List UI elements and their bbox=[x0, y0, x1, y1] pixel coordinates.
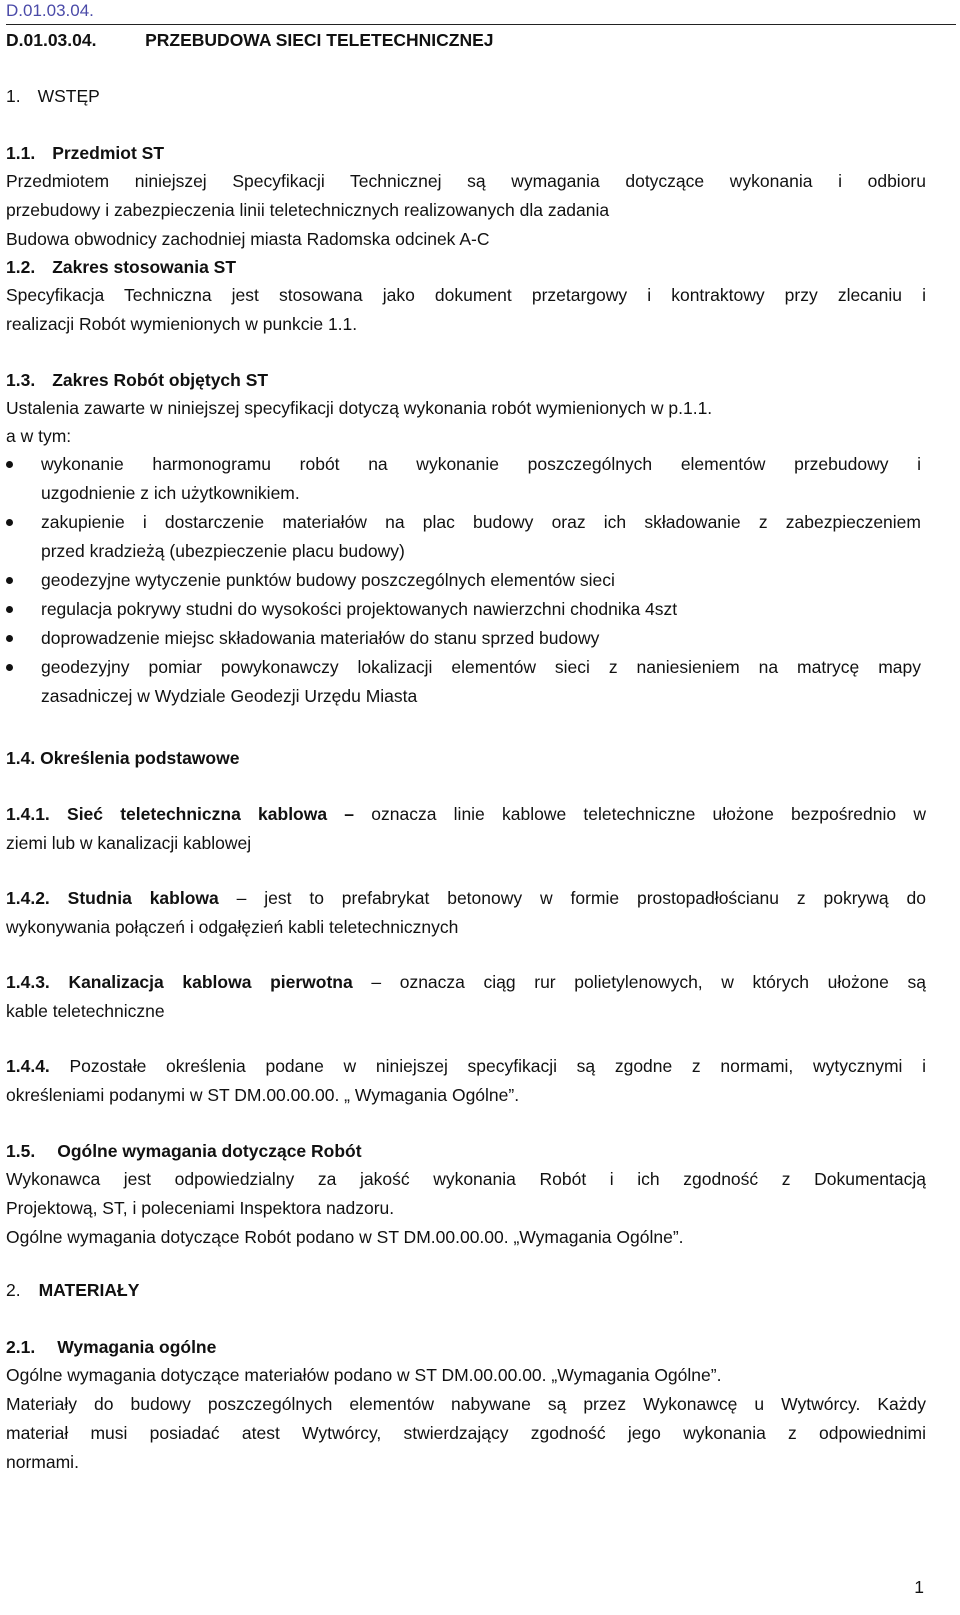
paragraph-line: materiał musi posiadać atest Wytwórcy, stwierdzający zgodność jego wykonania z odpowiednimi bbox=[6, 1423, 926, 1443]
paragraph-line: Ogólne wymagania dotyczące materiałów podano w ST DM.00.00.00. „Wymagania Ogólne”. bbox=[6, 1365, 722, 1385]
definition-1-4-1 bbox=[6, 800, 926, 858]
list-item bbox=[0, 450, 921, 508]
section-title: Zakres Robót objętych ST bbox=[52, 370, 269, 390]
document-title bbox=[6, 30, 494, 51]
definition-text: – jest to prefabrykat betonowy w formie prostopadłościanu z pokrywą do bbox=[236, 888, 926, 908]
definition-1-4-3 bbox=[6, 968, 926, 1026]
bullet-icon bbox=[6, 635, 13, 642]
section-title: WSTĘP bbox=[37, 86, 100, 106]
section-1-1-heading bbox=[6, 139, 164, 168]
definition-text: Pozostałe określenia podane w niniejszej specyfikacji są zgodne z normami, wytycznymi i bbox=[69, 1056, 926, 1076]
section-number: 1.5. bbox=[6, 1141, 36, 1161]
list-item bbox=[0, 624, 921, 653]
section-number: 1.2. bbox=[6, 257, 36, 277]
paragraph-line: Ogólne wymagania dotyczące Robót podano w ST DM.00.00.00. „Wymagania Ogólne”. bbox=[6, 1227, 684, 1247]
list-item-line: geodezyjny pomiar powykonawczy lokalizacji elementów sieci z naniesieniem na matrycę mapy bbox=[41, 657, 921, 677]
section-2-1-body bbox=[6, 1361, 926, 1477]
running-header-code: D.01.03.04. bbox=[6, 1, 94, 20]
section-1-3-heading bbox=[6, 366, 268, 395]
section-number: 1. bbox=[6, 86, 21, 106]
bullet-icon bbox=[6, 461, 13, 468]
definition-number: 1.4.4. bbox=[6, 1056, 50, 1076]
section-2-heading bbox=[6, 1276, 139, 1305]
definition-text: kable teletechniczne bbox=[6, 1001, 165, 1021]
paragraph-line: Materiały do budowy poszczególnych elementów nabywane są przez Wykonawcę u Wytwórcy. Każdy bbox=[6, 1394, 926, 1414]
section-number: 1.4. bbox=[6, 748, 36, 768]
list-item bbox=[0, 508, 921, 566]
definition-term: Kanalizacja kablowa pierwotna bbox=[68, 972, 353, 992]
section-title: Ogólne wymagania dotyczące Robót bbox=[57, 1141, 362, 1161]
title-code: D.01.03.04. bbox=[6, 30, 97, 50]
section-1-5-heading bbox=[6, 1137, 362, 1166]
definition-1-4-2 bbox=[6, 884, 926, 942]
list-item bbox=[0, 595, 921, 624]
section-1-heading bbox=[6, 82, 100, 111]
list-item-line: regulacja pokrywy studni do wysokości projektowanych nawierzchni chodnika 4szt bbox=[41, 599, 678, 619]
list-item-line: uzgodnienie z ich użytkownikiem. bbox=[41, 483, 300, 503]
list-item-line: przed kradzieżą (ubezpieczenie placu budowy) bbox=[41, 541, 405, 561]
section-1-5-body bbox=[6, 1165, 926, 1252]
section-1-3-lead: a w tym: bbox=[6, 426, 72, 446]
list-item-line: geodezyjne wytyczenie punktów budowy poszczególnych elementów sieci bbox=[41, 570, 615, 590]
bullet-icon bbox=[6, 519, 13, 526]
section-1-3-intro: Ustalenia zawarte w niniejszej specyfikacji dotyczą wykonania robót wymienionych w p.1.1. bbox=[6, 398, 713, 418]
section-number: 1.1. bbox=[6, 143, 36, 163]
list-item bbox=[0, 653, 921, 711]
list-item-line: zakupienie i dostarczenie materiałów na plac budowy oraz ich składowanie z zabezpieczeniem bbox=[41, 512, 921, 532]
paragraph-line: Przedmiotem niniejszej Specyfikacji Technicznej są wymagania dotyczące wykonania i odbioru bbox=[6, 171, 926, 191]
definition-number: 1.4.1. bbox=[6, 804, 50, 824]
paragraph-line: normami. bbox=[6, 1452, 79, 1472]
paragraph-line: realizacji Robót wymienionych w punkcie 1.1. bbox=[6, 314, 358, 334]
definition-number: 1.4.2. bbox=[6, 888, 50, 908]
section-1-1-body bbox=[6, 167, 926, 254]
section-number: 1.3. bbox=[6, 370, 36, 390]
paragraph-line: Wykonawca jest odpowiedzialny za jakość wykonania Robót i ich zgodność z Dokumentacją bbox=[6, 1169, 926, 1189]
paragraph-line: Budowa obwodnicy zachodniej miasta Radomska odcinek A-C bbox=[6, 229, 490, 249]
scope-bullet-list bbox=[0, 450, 960, 711]
list-item bbox=[0, 566, 921, 595]
section-1-4-heading bbox=[6, 744, 239, 773]
bullet-icon bbox=[6, 664, 13, 671]
paragraph-line: przebudowy i zabezpieczenia linii teletechnicznych realizowanych dla zadania bbox=[6, 200, 610, 220]
section-1-2-body bbox=[6, 281, 926, 339]
list-item-line: zasadniczej w Wydziale Geodezji Urzędu Miasta bbox=[41, 686, 418, 706]
section-title: Wymagania ogólne bbox=[57, 1337, 217, 1357]
list-item-line: doprowadzenie miejsc składowania materiałów do stanu sprzed budowy bbox=[41, 628, 600, 648]
definition-term: Studnia kablowa bbox=[67, 888, 219, 908]
definition-text: – oznacza ciąg rur polietylenowych, w których ułożone są bbox=[371, 972, 926, 992]
bullet-icon bbox=[6, 577, 13, 584]
paragraph-line: Projektową, ST, i poleceniami Inspektora nadzoru. bbox=[6, 1198, 395, 1218]
section-2-1-heading bbox=[6, 1333, 216, 1362]
definition-term: Sieć teletechniczna kablowa – bbox=[67, 804, 355, 824]
section-title: Zakres stosowania ST bbox=[52, 257, 237, 277]
header-rule bbox=[6, 24, 956, 25]
definition-text: określeniami podanymi w ST DM.00.00.00. „ Wymagania Ogólne”. bbox=[6, 1085, 520, 1105]
section-title: Przedmiot ST bbox=[52, 143, 165, 163]
section-title: MATERIAŁY bbox=[38, 1280, 140, 1300]
section-number: 2. bbox=[6, 1280, 21, 1300]
definition-text: oznacza linie kablowe teletechniczne ułożone bezpośrednio w bbox=[371, 804, 926, 824]
section-number: 2.1. bbox=[6, 1337, 36, 1357]
section-1-2-heading bbox=[6, 253, 236, 282]
definition-number: 1.4.3. bbox=[6, 972, 50, 992]
section-title: Określenia podstawowe bbox=[40, 748, 240, 768]
title-text: PRZEBUDOWA SIECI TELETECHNICZNEJ bbox=[145, 30, 494, 50]
paragraph-line: Specyfikacja Techniczna jest stosowana jako dokument przetargowy i kontraktowy przy zlecaniu i bbox=[6, 285, 926, 305]
list-item-line: wykonanie harmonogramu robót na wykonanie poszczególnych elementów przebudowy i bbox=[41, 454, 921, 474]
definition-text: ziemi lub w kanalizacji kablowej bbox=[6, 833, 252, 853]
definition-1-4-4 bbox=[6, 1052, 926, 1110]
bullet-icon bbox=[6, 606, 13, 613]
definition-text: wykonywania połączeń i odgałęzień kabli teletechnicznych bbox=[6, 917, 459, 937]
page-number: 1 bbox=[914, 1577, 924, 1597]
